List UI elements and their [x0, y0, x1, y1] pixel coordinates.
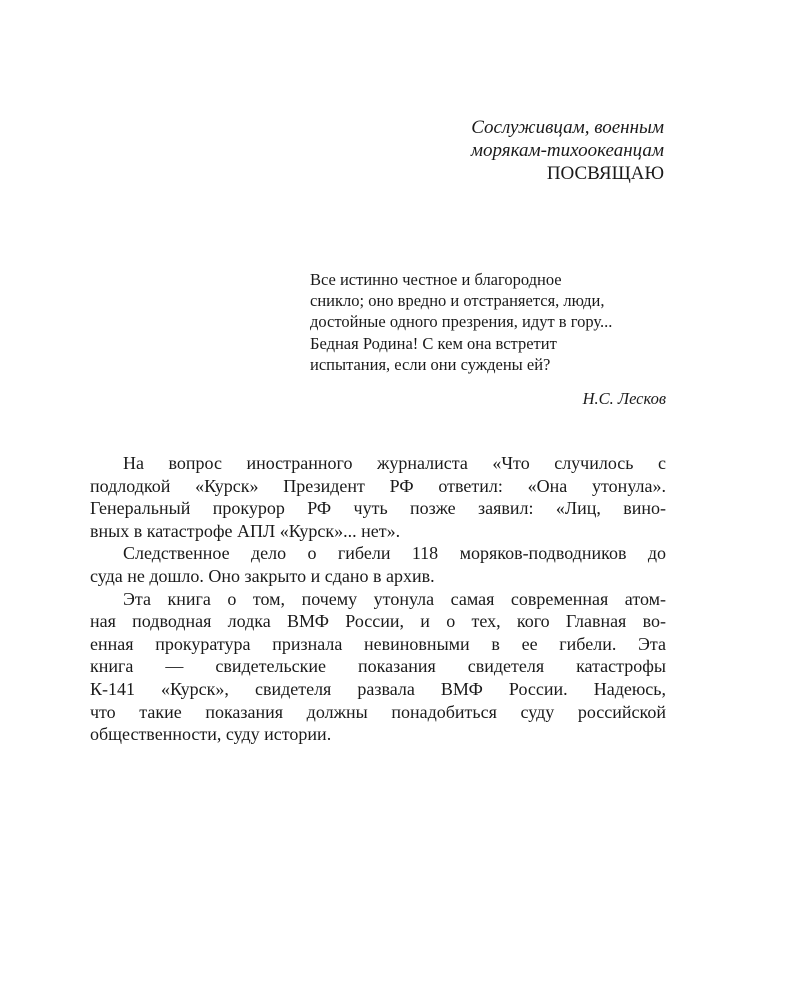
text-line: енная прокуратура признала невиновными в ее гибели. Эта [90, 633, 666, 654]
text-line: Генеральный прокурор РФ чуть позже заявил: «Лиц, вино- [90, 498, 666, 519]
text-line: суда не дошло. Оно закрыто и сдано в архив. [90, 565, 435, 586]
dedication-line-3: ПОСВЯЩАЮ [546, 163, 664, 184]
text-line: общественности, суду истории. [90, 724, 332, 745]
main-text [90, 452, 666, 746]
text-line: Следственное дело о гибели 118 моряков-подводников до [123, 543, 666, 564]
text-line: что такие показания должны понадобиться суду российской [90, 701, 666, 722]
epigraph-line: сникло; оно вредно и отстраняется, люди, [310, 291, 605, 311]
paragraph-3 [90, 588, 666, 746]
text-line: Эта книга о том, почему утонула самая современная атом- [123, 588, 666, 609]
dedication-line-2: морякам-тихоокеанцам [470, 140, 664, 161]
epigraph-line: Бедная Родина! С кем она встретит [310, 333, 557, 353]
epigraph-line: испытания, если они суждены ей? [310, 354, 551, 374]
text-line: книга — свидетельские показания свидетеля катастрофы [90, 656, 666, 677]
epigraph [310, 269, 666, 409]
text-line: ная подводная лодка ВМФ России, и о тех, кого Главная во- [90, 611, 666, 632]
text-line: подлодкой «Курск» Президент РФ ответил: «Она утонула». [90, 475, 666, 496]
epigraph-line: достойные одного презрения, идут в гору... [310, 312, 613, 332]
text-line: К-141 «Курск», свидетеля развала ВМФ России. Надеюсь, [90, 678, 666, 699]
paragraph-1 [90, 452, 666, 542]
paragraph-2 [90, 542, 666, 587]
epigraph-author: Н.С. Лесков [582, 389, 666, 409]
text-line: вных в катастрофе АПЛ «Курск»... нет». [90, 520, 401, 541]
dedication [471, 116, 664, 185]
dedication-line-1: Сослуживцам, военным [471, 117, 664, 138]
text-line: На вопрос иностранного журналиста «Что случилось с [123, 453, 666, 473]
epigraph-line: Все истинно честное и благородное [310, 270, 562, 289]
